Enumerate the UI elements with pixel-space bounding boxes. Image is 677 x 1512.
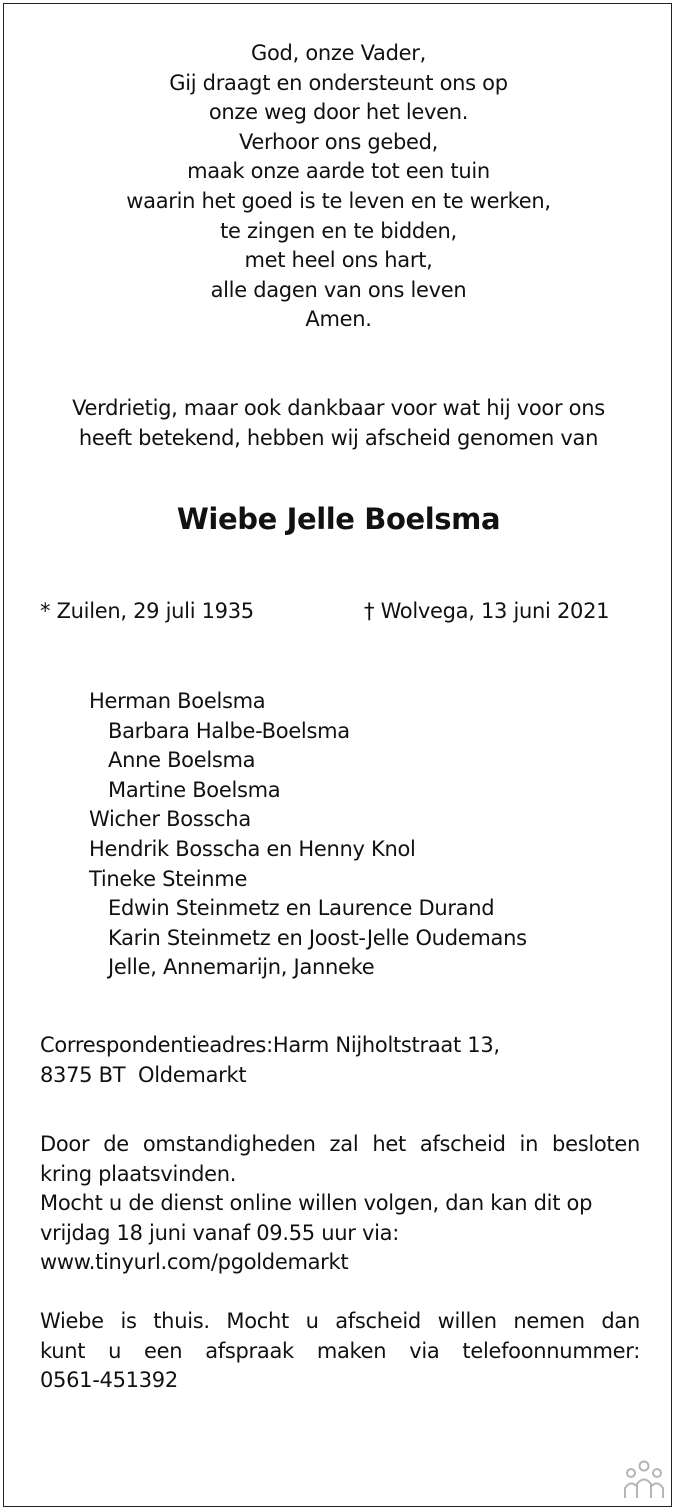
deceased-name: Wiebe Jelle Boelsma (176, 502, 501, 536)
address-line: Correspondentieadres:Harm Nijholtstraat 13, (40, 1033, 500, 1057)
visit-info (40, 1307, 640, 1396)
family-member: Anne Boelsma (108, 748, 256, 773)
obituary-card (3, 3, 672, 1507)
family-list (89, 687, 527, 983)
family-member: Martine Boelsma (108, 777, 281, 802)
family-member: Jelle, Annemarijn, Janneke (108, 955, 375, 980)
address-line: 8375 BT Oldemarkt (40, 1062, 247, 1087)
death-info: † Wolvega, 13 juni 2021 (364, 599, 610, 623)
poem (4, 39, 673, 335)
service-info (40, 1130, 640, 1278)
phone-number: 0561-451392 (40, 1368, 178, 1393)
poem-line: God, onze Vader, (251, 41, 426, 65)
poem-line: maak onze aarde tot een tuin (187, 159, 490, 184)
family-member: Karin Steinmetz en Joost-Jelle Oudemans (108, 925, 527, 950)
poem-line: met heel ons hart, (244, 248, 433, 273)
service-line: vrijdag 18 juni vanaf 09.55 uur via: (40, 1220, 399, 1245)
intro-text (4, 394, 673, 453)
family-member: Hendrik Bosscha en Henny Knol (89, 836, 416, 861)
family-member: Edwin Steinmetz en Laurence Durand (108, 896, 495, 921)
family-member: Wicher Bosscha (89, 807, 251, 832)
visit-line: kunt u een afspraak maken via telefoonnummer: (40, 1338, 640, 1363)
visit-line: Wiebe is thuis. Mocht u afscheid willen nemen dan (40, 1309, 640, 1333)
poem-line: alle dagen van ons leven (210, 277, 467, 302)
poem-line: onze weg door het leven. (208, 100, 469, 125)
poem-line: Amen. (305, 307, 372, 332)
service-line: kring plaatsvinden. (40, 1161, 237, 1186)
birth-info: * Zuilen, 29 juli 1935 (40, 599, 254, 623)
service-line: Mocht u de dienst online willen volgen, dan kan dit op (40, 1191, 593, 1216)
poem-line: Gij draagt en ondersteunt ons op (169, 70, 508, 95)
people-group-icon (621, 1458, 667, 1502)
service-link[interactable]: www.tinyurl.com/pgoldemarkt (40, 1250, 349, 1275)
poem-line: te zingen en te bidden, (220, 218, 457, 243)
family-member: Tineke Steinme (89, 866, 248, 891)
family-member: Herman Boelsma (89, 689, 266, 713)
poem-line: Verhoor ons gebed, (238, 129, 439, 154)
poem-line: waarin het goed is te leven en te werken, (126, 188, 551, 213)
intro-line: heeft betekend, hebben wij afscheid genomen van (78, 425, 599, 450)
intro-line: Verdrietig, maar ook dankbaar voor wat hij voor ons (72, 396, 605, 420)
correspondence-address (40, 1031, 640, 1090)
family-member: Barbara Halbe-Boelsma (108, 718, 350, 743)
service-line: Door de omstandigheden zal het afscheid in besloten (40, 1132, 640, 1156)
